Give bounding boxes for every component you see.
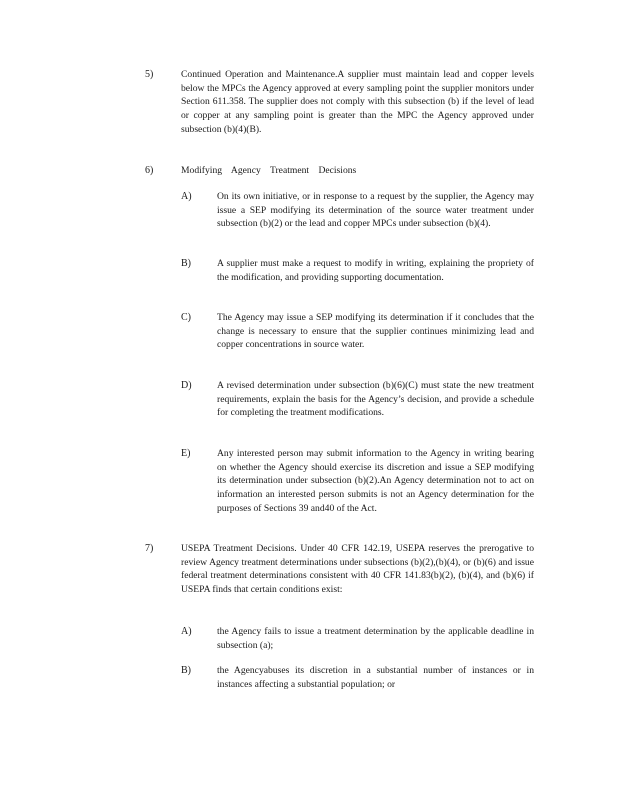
subsection-text: Any interested person may submit information to the Agency in writing bearing on whether the Agency should exercise its discretion and issue a SEP modifying its determination under subsection (b)(2).An Agency determination not to act on information an interested person submits is not an Agency determination for the purposes of Sections 39 and40 of the Act. xyxy=(217,448,534,514)
item-letter: A) xyxy=(181,191,192,202)
subsection-text: the Agency fails to issue a treatment determination by the applicable deadline in subsection (a); xyxy=(217,626,534,651)
item-letter: B) xyxy=(181,665,191,676)
subsection-text: A supplier must make a request to modify in writing, explaining the propriety of the modification, and providing supporting documentation. xyxy=(217,258,534,283)
subsection-text: The Agency may issue a SEP modifying its determination if it concludes that the change is necessary to ensure that the supplier continues minimizing lead and copper concentrations in source water. xyxy=(217,312,534,351)
section-heading: Modifying Agency Treatment Decisions xyxy=(181,165,357,176)
item-letter: A) xyxy=(181,626,192,637)
item-letter: E) xyxy=(181,448,191,459)
item-letter: C) xyxy=(181,312,191,323)
section-number: 7) xyxy=(145,543,154,554)
section-number: 6) xyxy=(145,165,154,176)
section-number: 5) xyxy=(145,69,154,80)
section-text: Continued Operation and Maintenance.A supplier must maintain lead and copper levels below the MPCs the Agency approved at every sampling point the supplier monitors under Section 611.358. The supplier does not comply with this subsection (b) if the level of lead or copper at any sampling point is greater than the MPC the Agency approved under subsection (b)(4)(B). xyxy=(181,69,534,135)
section-text: USEPA Treatment Decisions. Under 40 CFR 142.19, USEPA reserves the prerogative to review Agency treatment determinations under subsections (b)(2),(b)(4), or (b)(6) and issue federal treatment determinations consistent with 40 CFR 141.83(b)(2), (b)(4), and (b)(6) if USEPA finds that certain conditions exist: xyxy=(181,543,534,596)
subsection-text: the Agencyabuses its discretion in a substantial number of instances or in instances affecting a substantial population; or xyxy=(217,665,534,690)
subsection-text: A revised determination under subsection (b)(6)(C) must state the new treatment requirements, explain the basis for the Agency’s decision, and provide a schedule for completing the treatment modifications. xyxy=(217,380,534,419)
subsection-text: On its own initiative, or in response to a request by the supplier, the Agency may issue a SEP modifying its determination of the source water treatment under subsection (b)(2) or the lead and copper MPCs under subsection (b)(4). xyxy=(217,191,534,230)
item-letter: D) xyxy=(181,380,192,391)
item-letter: B) xyxy=(181,258,191,269)
